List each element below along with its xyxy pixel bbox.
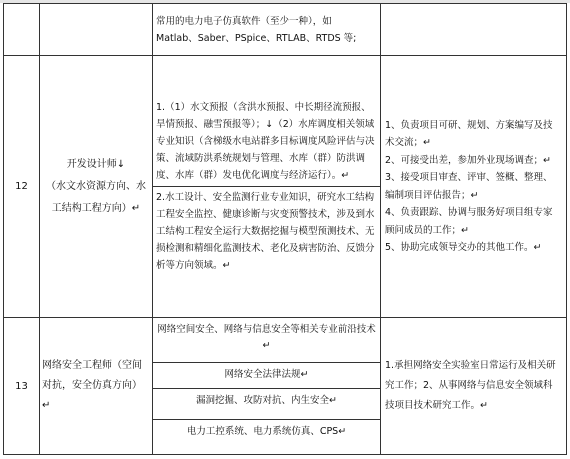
table-row-12 bbox=[4, 56, 567, 318]
duties-cell: 1.承担网络安全实验室日常运行及相关研究工作；2、从事网络与信息安全领域科技项目技术研究工作。↵ bbox=[381, 318, 567, 455]
requirements-cell bbox=[153, 56, 381, 318]
position-direction: （水文水资源方向、水工结构工程方向）↵ bbox=[46, 180, 146, 214]
requirement-line: Matlab、Saber、PSpice、RTLAB、RTDS 等; bbox=[156, 32, 357, 44]
requirement-item: 网络安全法律法规↵ bbox=[153, 363, 380, 389]
row-index: 13 bbox=[4, 318, 40, 455]
requirement-item: 电力工控系统、电力系统仿真、CPS↵ bbox=[186, 426, 347, 437]
table-row-13 bbox=[4, 318, 567, 455]
position-cell: 网络安全工程师（空间对抗，安全仿真方向）↵ bbox=[40, 318, 153, 455]
index-cell bbox=[4, 4, 40, 56]
position-cell bbox=[40, 4, 153, 56]
duties-cell bbox=[381, 56, 567, 318]
requirement-line: 常用的电力电子仿真软件（至少一种），如 bbox=[156, 15, 332, 27]
requirement-item: 漏洞挖掘、攻防对抗、内生安全↵ bbox=[153, 389, 380, 420]
table-row-continued bbox=[4, 4, 567, 56]
requirements-cell bbox=[153, 4, 381, 56]
position-cell bbox=[40, 56, 153, 318]
duty-item: 3、接受项目审查、评审、签概、整理、编制项目评估报告；↵ bbox=[385, 172, 553, 201]
requirements-cell bbox=[153, 318, 381, 455]
requirement-block-1: 1.（1）水文预报（含洪水预报、中长期径流预报、旱情预报、融雪预报等）；↓（2）水库调度相关领域专业知识（含梯级水电站群多目标调度风险评估与决策、流域防洪系统规划与管理、水库（群）防洪调度、水库（群）发电优化调度与经济运行）。↵ bbox=[153, 97, 380, 187]
requirement-list bbox=[153, 318, 380, 454]
duty-item: 5、协助完成领导交办的其他工作。↵ bbox=[385, 242, 542, 253]
duty-item: 2、可接受出差，参加外业现场调查；↵ bbox=[385, 154, 552, 166]
duties-cell bbox=[381, 4, 567, 56]
row-index: 12 bbox=[4, 56, 40, 318]
requirement-block-2: 2.水工设计、安全监测行业专业知识，研究水工结构工程安全监控、健康诊断与灾变预警技术，涉及到水工结构工程安全运行大数据挖掘与模型预测技术、无损检测和精细化监测技术、老化及病害防治、反馈分析等方向领域。↵ bbox=[156, 192, 375, 271]
duty-item: 1、负责项目可研、规划、方案编写及技术交流；↵ bbox=[385, 119, 553, 148]
position-title: 开发设计师↓ bbox=[66, 158, 126, 170]
duty-item: 4、负责跟踪、协调与服务好项目组专家顾问成员的工作；↵ bbox=[385, 207, 553, 236]
requirement-item: 网络空间安全、网络与信息安全等相关专业前沿技术↵ bbox=[153, 318, 380, 363]
job-requirements-table bbox=[3, 3, 567, 455]
